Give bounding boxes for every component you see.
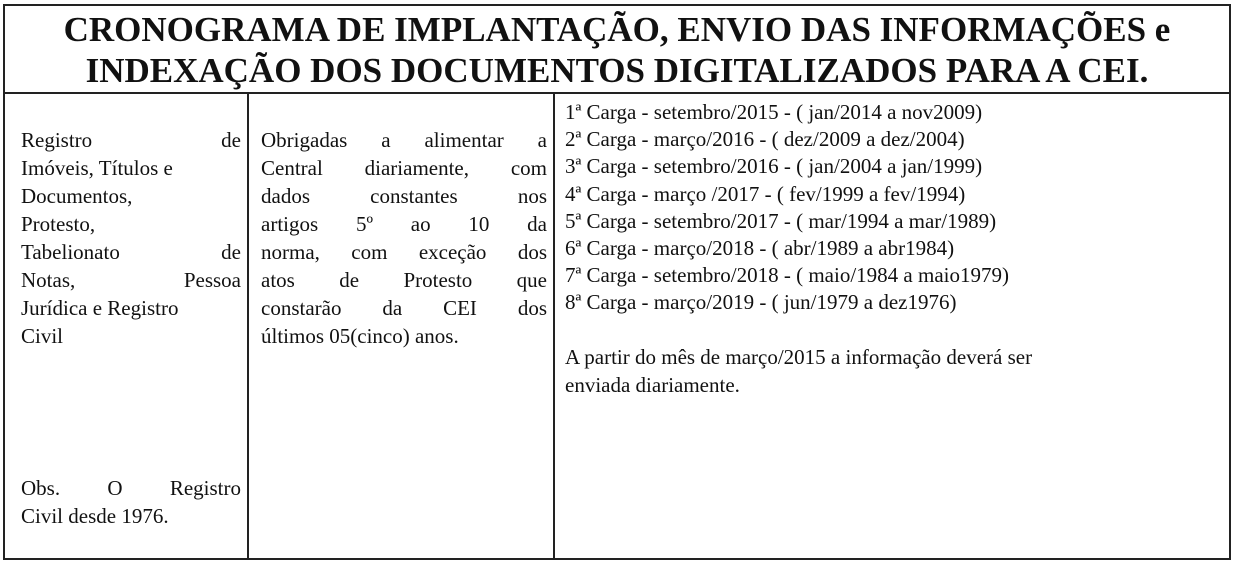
obligations-line: Central diariamente, com: [261, 156, 547, 180]
obligations-line: atos de Protesto que: [261, 268, 547, 292]
obs-line: Civil desde 1976.: [21, 504, 169, 528]
note-line: enviada diariamente.: [565, 372, 740, 397]
carga-item: 5ª Carga - setembro/2017 - ( mar/1994 a mar/1989): [565, 208, 997, 233]
registries-line: Registro de: [21, 128, 241, 152]
carga-item: 1ª Carga - setembro/2015 - ( jan/2014 a nov2009): [565, 100, 983, 124]
registries-line: Notas, Pessoa: [21, 268, 241, 292]
registries-line: Jurídica e Registro: [21, 296, 179, 320]
header-title-line-1: CRONOGRAMA DE IMPLANTAÇÃO, ENVIO DAS INFORMAÇÕES e: [63, 10, 1171, 49]
column-registries: [5, 94, 249, 558]
table-header: [5, 6, 1229, 94]
column-schedule: [555, 94, 1229, 558]
registries-line: Tabelionato de: [21, 240, 241, 264]
carga-item: 4ª Carga - março /2017 - ( fev/1999 a fev/1994): [565, 181, 966, 206]
header-title-line-2: INDEXAÇÃO DOS DOCUMENTOS DIGITALIZADOS PARA A CEI.: [85, 51, 1149, 90]
obs-line: Obs. O Registro: [21, 476, 241, 500]
obligations-line: Obrigadas a alimentar a: [261, 128, 547, 152]
obligations-line: constarão da CEI dos: [261, 296, 547, 320]
daily-submission-note: [565, 343, 1229, 399]
carga-item: 3ª Carga - setembro/2016 - ( jan/2004 a jan/1999): [565, 154, 983, 179]
obligations-line: artigos 5º ao 10 da: [261, 212, 547, 236]
registries-line: Imóveis, Títulos e: [21, 156, 173, 180]
carga-item: 2ª Carga - março/2016 - ( dez/2009 a dez/2004): [565, 127, 965, 152]
obligations-line: dados constantes nos: [261, 184, 547, 208]
obs-note: [21, 474, 241, 530]
column-obligations: [249, 94, 555, 558]
obligations-line: últimos 05(cinco) anos.: [261, 324, 459, 348]
carga-item: 7ª Carga - setembro/2018 - ( maio/1984 a maio1979): [565, 263, 1009, 288]
registries-line: Documentos,: [21, 184, 133, 208]
registries-text: [21, 126, 241, 350]
registries-line: Protesto,: [21, 212, 96, 236]
carga-item: 6ª Carga - março/2018 - ( abr/1989 a abr1984): [565, 236, 955, 261]
carga-item: 8ª Carga - março/2019 - ( jun/1979 a dez1976): [565, 290, 957, 315]
schedule-table: [3, 4, 1231, 560]
obligations-line: norma, com exceção dos: [261, 240, 547, 264]
note-line: A partir do mês de março/2015 a informação deverá ser: [565, 344, 1033, 369]
registries-line: Civil: [21, 324, 64, 348]
